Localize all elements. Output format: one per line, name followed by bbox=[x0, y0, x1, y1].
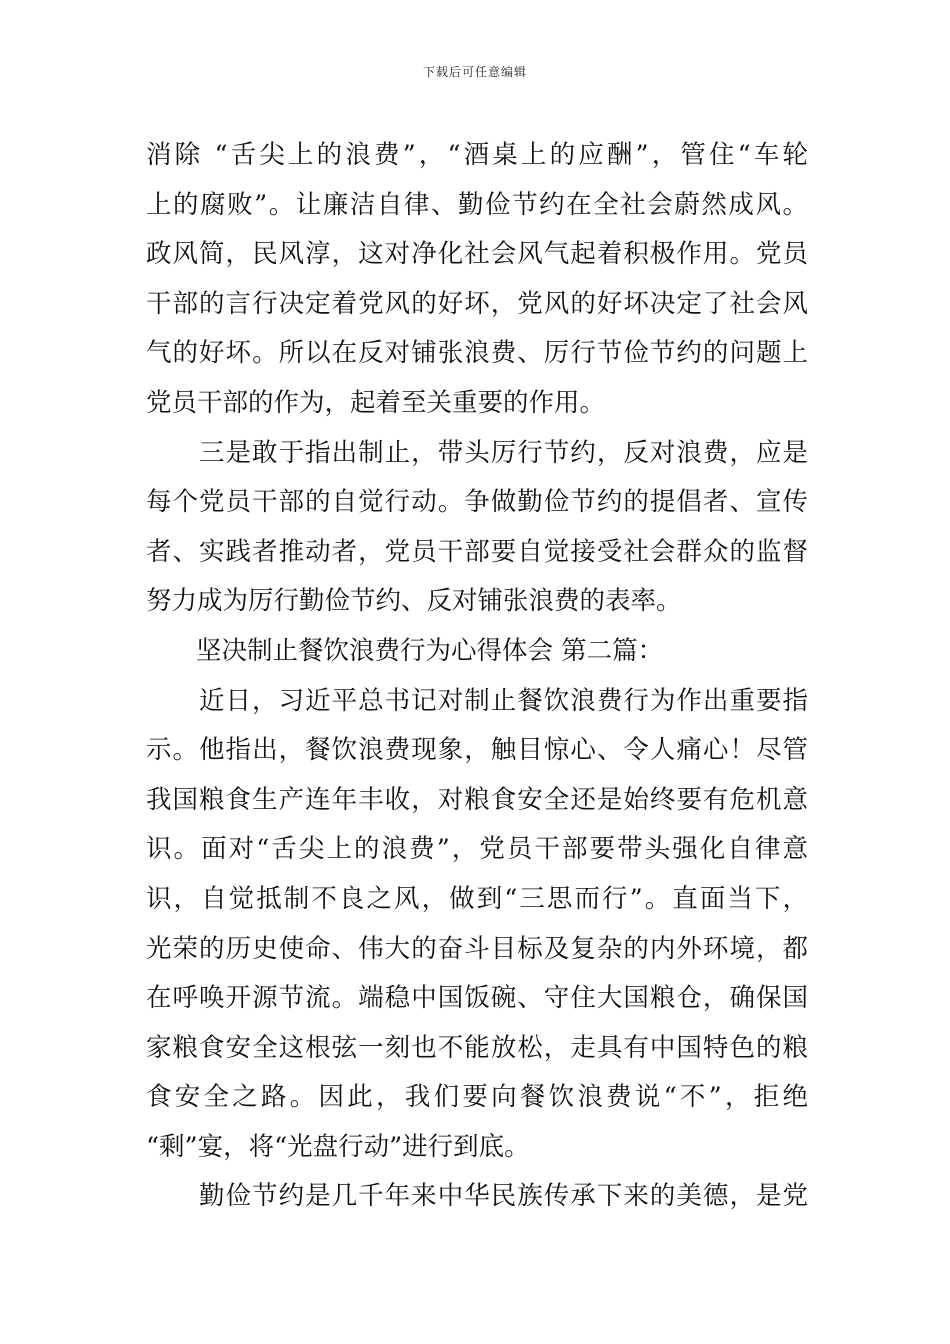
text-line: 家粮食安全这根弦一刻也不能放松，走具有中国特色的粮 bbox=[146, 1032, 808, 1063]
text-line: 示。他指出，餐饮浪费现象，触目惊心、令人痛心！尽管 bbox=[146, 735, 808, 766]
text-line: 党员干部的作为，起着至关重要的作用。 bbox=[146, 387, 606, 418]
text-line: 勤俭节约是几千年来中华民族传承下来的美德，是党 bbox=[199, 1181, 808, 1212]
text-line: 识。面对“舌尖上的浪费”，党员干部要带头强化自律意 bbox=[146, 834, 808, 865]
text-line: 气的好坏。所以在反对铺张浪费、厉行节俭节约的问题上 bbox=[146, 338, 808, 369]
text-line: 我国粮食生产连年丰收，对粮食安全还是始终要有危机意 bbox=[146, 784, 808, 815]
text-line: 每个党员干部的自觉行动。争做勤俭节约的提倡者、宣传 bbox=[146, 487, 808, 518]
page-header: 下载后可任意编辑 bbox=[422, 65, 527, 79]
text-line: 努力成为厉行勤俭节约、反对铺张浪费的表率。 bbox=[146, 586, 682, 617]
text-line: 政风简，民风淳，这对净化社会风气起着积极作用。党员 bbox=[146, 239, 808, 270]
text-line: 消除 “舌尖上的浪费”，“酒桌上的应酬”，管住“车轮 bbox=[146, 140, 808, 170]
text-line: “剩”宴，将“光盘行动”进行到底。 bbox=[146, 1131, 530, 1162]
text-line: 食安全之路。因此，我们要向餐饮浪费说“不”，拒绝 bbox=[146, 1082, 808, 1113]
text-line: 干部的言行决定着党风的好坏，党风的好坏决定了社会风 bbox=[146, 288, 808, 319]
text-line: 光荣的历史使命、伟大的奋斗目标及复杂的内外环境，都 bbox=[146, 933, 808, 964]
text-line: 上的腐败”。让廉洁自律、勤俭节约在全社会蔚然成风。 bbox=[146, 189, 808, 220]
text-line: 在呼唤开源节流。端稳中国饭碗、守住大国粮仓，确保国 bbox=[146, 983, 808, 1014]
document-body bbox=[146, 131, 808, 1222]
text-line: 近日，习近平总书记对制止餐饮浪费行为作出重要指 bbox=[199, 685, 808, 716]
text-line: 者、实践者推动者，党员干部要自觉接受社会群众的监督 bbox=[146, 536, 808, 567]
section-heading: 坚决制止餐饮浪费行为心得体会 第二篇： bbox=[196, 635, 664, 666]
text-line: 识，自觉抵制不良之风，做到“三思而行”。直面当下， bbox=[146, 883, 808, 914]
text-line: 三是敢于指出制止，带头厉行节约，反对浪费，应是 bbox=[199, 437, 808, 468]
